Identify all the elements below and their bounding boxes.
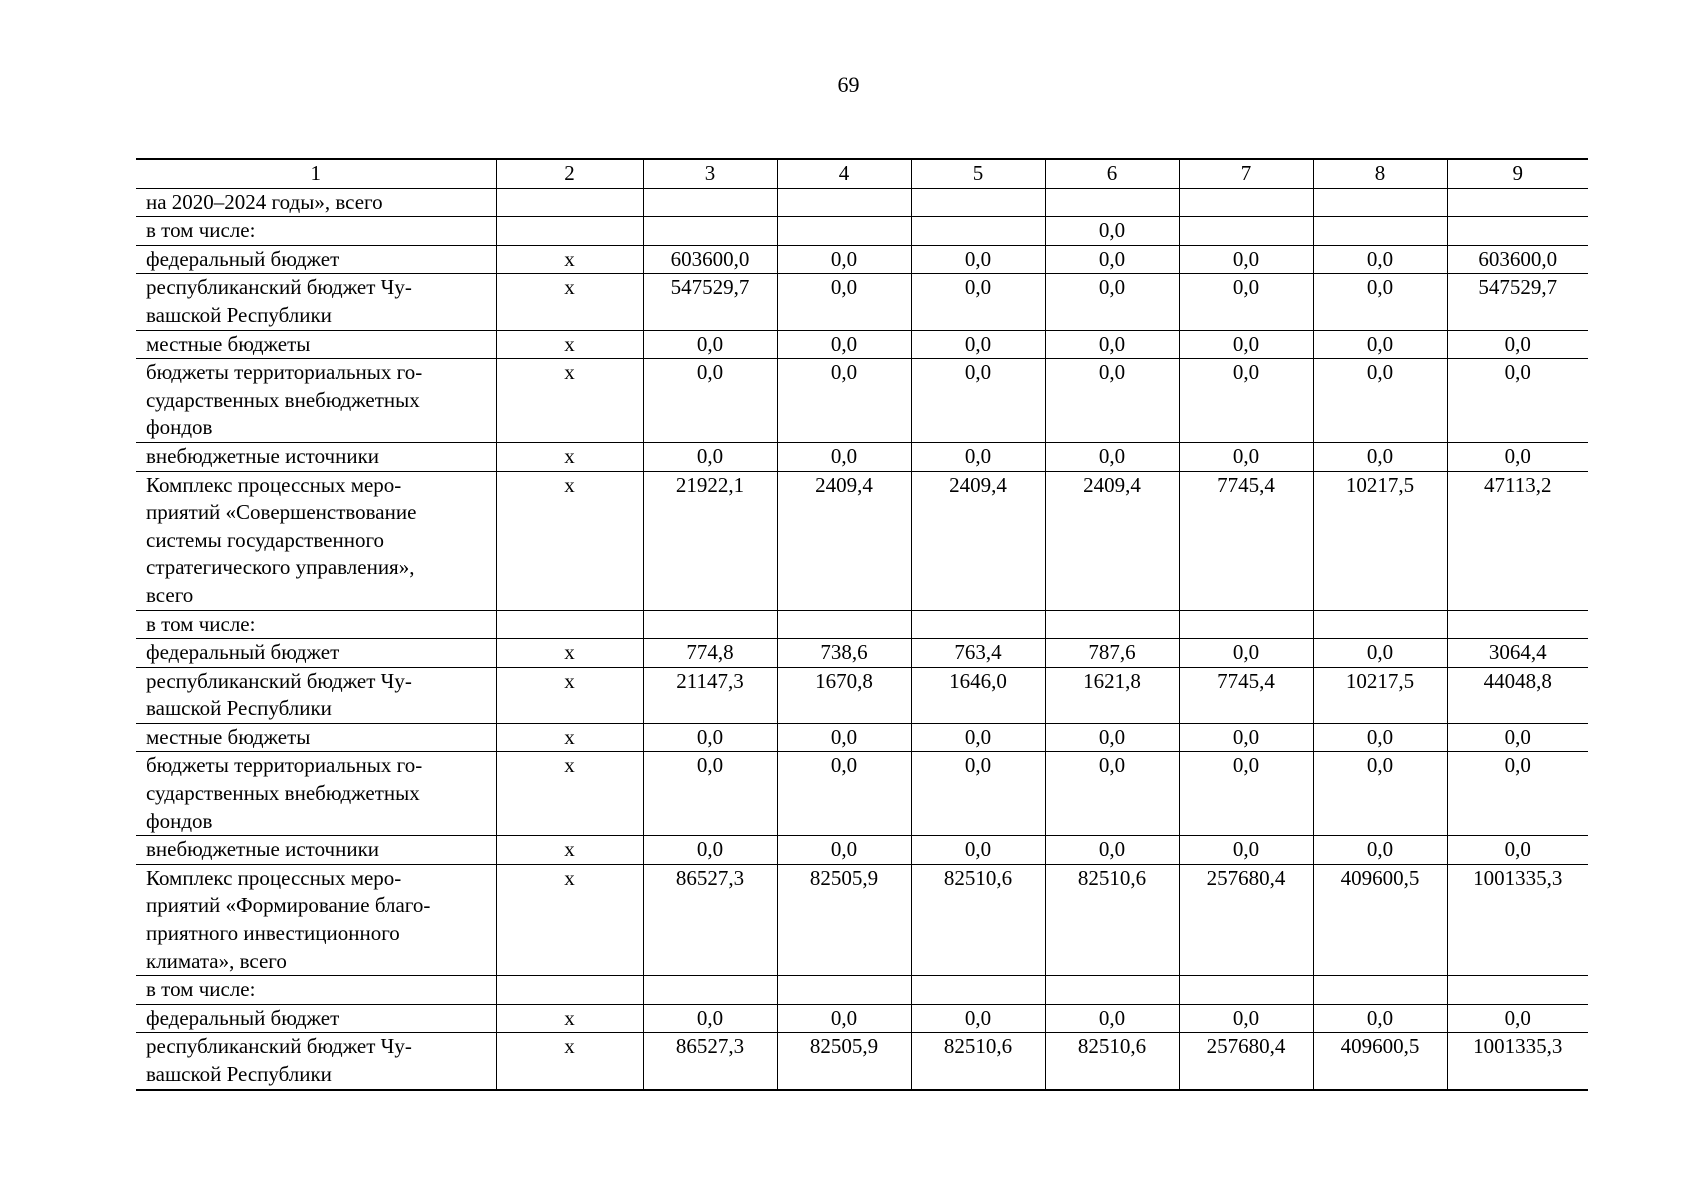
cell-col-6: 2409,4 (1045, 471, 1179, 610)
cell-col-2 (496, 610, 643, 639)
row-label (136, 836, 496, 865)
row-label-line: фондов (146, 808, 213, 833)
cell-col-9: 0,0 (1447, 442, 1588, 471)
cell-col-8: 0,0 (1313, 274, 1447, 330)
cell-col-7: 0,0 (1179, 359, 1313, 443)
cell-col-4: 0,0 (777, 723, 911, 752)
cell-col-5: 1646,0 (911, 667, 1045, 723)
row-label (136, 359, 496, 443)
cell-col-4: 2409,4 (777, 471, 911, 610)
cell-col-3 (643, 188, 777, 217)
cell-col-6: 0,0 (1045, 359, 1179, 443)
cell-col-8: 0,0 (1313, 359, 1447, 443)
cell-col-3: 0,0 (643, 752, 777, 836)
table-row (136, 1004, 1588, 1033)
cell-col-6: 787,6 (1045, 639, 1179, 668)
table-row (136, 245, 1588, 274)
cell-col-8: 10217,5 (1313, 471, 1447, 610)
cell-col-8: 0,0 (1313, 723, 1447, 752)
cell-col-3 (643, 610, 777, 639)
cell-col-6: 1621,8 (1045, 667, 1179, 723)
cell-col-5 (911, 217, 1045, 246)
row-label-line: в том числе: (146, 611, 256, 636)
row-label-line: приятий «Совершенствование (146, 500, 417, 525)
cell-col-7: 0,0 (1179, 442, 1313, 471)
cell-col-6: 82510,6 (1045, 1033, 1179, 1090)
cell-col-4: 0,0 (777, 274, 911, 330)
row-label (136, 471, 496, 610)
table-row (136, 1033, 1588, 1090)
cell-col-4: 0,0 (777, 245, 911, 274)
cell-col-8 (1313, 610, 1447, 639)
table-row (136, 471, 1588, 610)
row-label-line: в том числе: (146, 977, 256, 1002)
row-label-line: системы государственного (146, 527, 385, 552)
row-label-line: республиканский бюджет Чу- (146, 275, 412, 300)
row-label-line: местные бюджеты (146, 331, 311, 356)
row-label (136, 723, 496, 752)
cell-col-3: 0,0 (643, 442, 777, 471)
cell-col-2: х (496, 836, 643, 865)
table-row (136, 752, 1588, 836)
cell-col-6: 0,0 (1045, 442, 1179, 471)
cell-col-4 (777, 217, 911, 246)
table-body (136, 159, 1588, 1090)
cell-col-7 (1179, 188, 1313, 217)
column-header-7: 7 (1179, 159, 1313, 188)
cell-col-9 (1447, 188, 1588, 217)
table-row (136, 639, 1588, 668)
row-label (136, 1033, 496, 1090)
row-label-line: климата», всего (146, 948, 287, 973)
cell-col-3: 0,0 (643, 836, 777, 865)
cell-col-3: 86527,3 (643, 864, 777, 975)
cell-col-7 (1179, 217, 1313, 246)
row-label-line: Комплекс процессных меро- (146, 865, 402, 890)
cell-col-8 (1313, 217, 1447, 246)
cell-col-7: 0,0 (1179, 752, 1313, 836)
table-row (136, 836, 1588, 865)
cell-col-5: 0,0 (911, 245, 1045, 274)
cell-col-3: 0,0 (643, 723, 777, 752)
cell-col-5: 0,0 (911, 442, 1045, 471)
table-row (136, 723, 1588, 752)
table-row (136, 330, 1588, 359)
cell-col-2: х (496, 864, 643, 975)
cell-col-2: х (496, 667, 643, 723)
cell-col-9 (1447, 976, 1588, 1005)
cell-col-2 (496, 976, 643, 1005)
row-label (136, 976, 496, 1005)
cell-col-7 (1179, 976, 1313, 1005)
row-label-line: федеральный бюджет (146, 246, 340, 271)
cell-col-8: 409600,5 (1313, 1033, 1447, 1090)
cell-col-2 (496, 188, 643, 217)
cell-col-3: 0,0 (643, 359, 777, 443)
cell-col-4: 0,0 (777, 330, 911, 359)
row-label-line: внебюджетные источники (146, 443, 380, 468)
cell-col-8: 0,0 (1313, 330, 1447, 359)
cell-col-5: 0,0 (911, 752, 1045, 836)
cell-col-8: 0,0 (1313, 836, 1447, 865)
cell-col-6: 0,0 (1045, 217, 1179, 246)
cell-col-9: 1001335,3 (1447, 864, 1588, 975)
cell-col-3: 21147,3 (643, 667, 777, 723)
row-label (136, 274, 496, 330)
cell-col-3: 774,8 (643, 639, 777, 668)
cell-col-5 (911, 188, 1045, 217)
cell-col-5: 0,0 (911, 1004, 1045, 1033)
cell-col-5: 0,0 (911, 330, 1045, 359)
column-header-6: 6 (1045, 159, 1179, 188)
cell-col-7: 0,0 (1179, 639, 1313, 668)
cell-col-2: х (496, 1033, 643, 1090)
cell-col-6: 0,0 (1045, 245, 1179, 274)
table-row (136, 188, 1588, 217)
cell-col-6: 0,0 (1045, 274, 1179, 330)
row-label (136, 752, 496, 836)
cell-col-9: 1001335,3 (1447, 1033, 1588, 1090)
cell-col-5: 0,0 (911, 836, 1045, 865)
cell-col-4: 738,6 (777, 639, 911, 668)
cell-col-8: 0,0 (1313, 1004, 1447, 1033)
row-label-line: всего (146, 582, 194, 607)
header-row (136, 159, 1588, 188)
row-label (136, 330, 496, 359)
cell-col-2: х (496, 723, 643, 752)
cell-col-9: 0,0 (1447, 752, 1588, 836)
row-label (136, 639, 496, 668)
row-label-line: федеральный бюджет (146, 1005, 340, 1030)
cell-col-2: х (496, 359, 643, 443)
row-label-line: федеральный бюджет (146, 640, 340, 665)
cell-col-9: 44048,8 (1447, 667, 1588, 723)
cell-col-2: х (496, 471, 643, 610)
cell-col-2: х (496, 1004, 643, 1033)
cell-col-6: 0,0 (1045, 836, 1179, 865)
page-number: 69 (837, 72, 860, 97)
cell-col-3 (643, 976, 777, 1005)
cell-col-9 (1447, 217, 1588, 246)
cell-col-7: 0,0 (1179, 330, 1313, 359)
cell-col-3: 86527,3 (643, 1033, 777, 1090)
cell-col-3: 21922,1 (643, 471, 777, 610)
cell-col-5: 0,0 (911, 723, 1045, 752)
cell-col-6: 0,0 (1045, 752, 1179, 836)
cell-col-4: 0,0 (777, 1004, 911, 1033)
cell-col-2: х (496, 274, 643, 330)
row-label (136, 610, 496, 639)
cell-col-5: 82510,6 (911, 1033, 1045, 1090)
cell-col-4: 82505,9 (777, 1033, 911, 1090)
cell-col-2: х (496, 245, 643, 274)
cell-col-3: 0,0 (643, 330, 777, 359)
cell-col-8 (1313, 188, 1447, 217)
row-label-line: внебюджетные источники (146, 837, 380, 862)
column-header-1: 1 (136, 159, 496, 188)
cell-col-7 (1179, 610, 1313, 639)
cell-col-7: 0,0 (1179, 836, 1313, 865)
column-header-3: 3 (643, 159, 777, 188)
column-header-8: 8 (1313, 159, 1447, 188)
cell-col-5: 82510,6 (911, 864, 1045, 975)
cell-col-9: 3064,4 (1447, 639, 1588, 668)
cell-col-3: 547529,7 (643, 274, 777, 330)
row-label (136, 1004, 496, 1033)
cell-col-6 (1045, 188, 1179, 217)
cell-col-7: 0,0 (1179, 245, 1313, 274)
cell-col-2 (496, 217, 643, 246)
cell-col-2: х (496, 639, 643, 668)
table-row (136, 610, 1588, 639)
cell-col-7: 0,0 (1179, 274, 1313, 330)
cell-col-7: 7745,4 (1179, 667, 1313, 723)
table-row (136, 217, 1588, 246)
cell-col-4: 0,0 (777, 752, 911, 836)
cell-col-4: 0,0 (777, 836, 911, 865)
cell-col-6: 0,0 (1045, 330, 1179, 359)
row-label-line: в том числе: (146, 218, 256, 243)
cell-col-6: 0,0 (1045, 1004, 1179, 1033)
cell-col-9: 0,0 (1447, 723, 1588, 752)
cell-col-4: 0,0 (777, 359, 911, 443)
cell-col-4: 1670,8 (777, 667, 911, 723)
row-label-line: приятий «Формирование благо- (146, 893, 431, 918)
cell-col-2: х (496, 442, 643, 471)
row-label (136, 188, 496, 217)
cell-col-9: 0,0 (1447, 836, 1588, 865)
cell-col-4 (777, 610, 911, 639)
cell-col-7: 0,0 (1179, 1004, 1313, 1033)
cell-col-8: 0,0 (1313, 639, 1447, 668)
cell-col-9: 547529,7 (1447, 274, 1588, 330)
cell-col-6: 0,0 (1045, 723, 1179, 752)
cell-col-5 (911, 976, 1045, 1005)
cell-col-5 (911, 610, 1045, 639)
cell-col-8: 10217,5 (1313, 667, 1447, 723)
row-label (136, 245, 496, 274)
row-label-line: Комплекс процессных меро- (146, 472, 402, 497)
column-header-9: 9 (1447, 159, 1588, 188)
cell-col-8 (1313, 976, 1447, 1005)
row-label-line: на 2020–2024 годы», всего (146, 189, 383, 214)
row-label (136, 667, 496, 723)
cell-col-5: 0,0 (911, 274, 1045, 330)
cell-col-9: 603600,0 (1447, 245, 1588, 274)
row-label (136, 864, 496, 975)
column-header-5: 5 (911, 159, 1045, 188)
row-label-line: вашской Республики (146, 302, 332, 327)
table-row (136, 864, 1588, 975)
cell-col-4 (777, 976, 911, 1005)
cell-col-9: 0,0 (1447, 1004, 1588, 1033)
cell-col-3 (643, 217, 777, 246)
row-label-line: вашской Республики (146, 1062, 332, 1086)
row-label-line: приятного инвестиционного (146, 921, 400, 946)
cell-col-8: 0,0 (1313, 442, 1447, 471)
budget-table (136, 158, 1588, 1091)
row-label-line: бюджеты территориальных го- (146, 360, 423, 385)
cell-col-9: 0,0 (1447, 359, 1588, 443)
row-label-line: местные бюджеты (146, 724, 311, 749)
row-label (136, 217, 496, 246)
cell-col-7: 257680,4 (1179, 1033, 1313, 1090)
row-label-line: республиканский бюджет Чу- (146, 668, 412, 693)
table-row (136, 359, 1588, 443)
row-label-line: сударственных внебюджетных (146, 387, 420, 412)
cell-col-7: 257680,4 (1179, 864, 1313, 975)
column-header-4: 4 (777, 159, 911, 188)
row-label-line: стратегического управления», (146, 555, 415, 580)
cell-col-8: 409600,5 (1313, 864, 1447, 975)
cell-col-4: 82505,9 (777, 864, 911, 975)
cell-col-5: 2409,4 (911, 471, 1045, 610)
cell-col-4 (777, 188, 911, 217)
cell-col-5: 763,4 (911, 639, 1045, 668)
cell-col-8: 0,0 (1313, 752, 1447, 836)
cell-col-3: 603600,0 (643, 245, 777, 274)
row-label-line: сударственных внебюджетных (146, 781, 420, 806)
cell-col-4: 0,0 (777, 442, 911, 471)
row-label-line: бюджеты территориальных го- (146, 753, 423, 778)
table-row (136, 274, 1588, 330)
cell-col-8: 0,0 (1313, 245, 1447, 274)
row-label-line: фондов (146, 415, 213, 440)
table-row (136, 976, 1588, 1005)
cell-col-6 (1045, 976, 1179, 1005)
table-row (136, 442, 1588, 471)
row-label-line: вашской Республики (146, 696, 332, 721)
row-label (136, 442, 496, 471)
cell-col-9: 0,0 (1447, 330, 1588, 359)
cell-col-6 (1045, 610, 1179, 639)
cell-col-9 (1447, 610, 1588, 639)
cell-col-7: 7745,4 (1179, 471, 1313, 610)
cell-col-6: 82510,6 (1045, 864, 1179, 975)
cell-col-3: 0,0 (643, 1004, 777, 1033)
cell-col-9: 47113,2 (1447, 471, 1588, 610)
column-header-2: 2 (496, 159, 643, 188)
cell-col-5: 0,0 (911, 359, 1045, 443)
cell-col-2: х (496, 752, 643, 836)
row-label-line: республиканский бюджет Чу- (146, 1034, 412, 1059)
cell-col-7: 0,0 (1179, 723, 1313, 752)
table-row (136, 667, 1588, 723)
cell-col-2: х (496, 330, 643, 359)
